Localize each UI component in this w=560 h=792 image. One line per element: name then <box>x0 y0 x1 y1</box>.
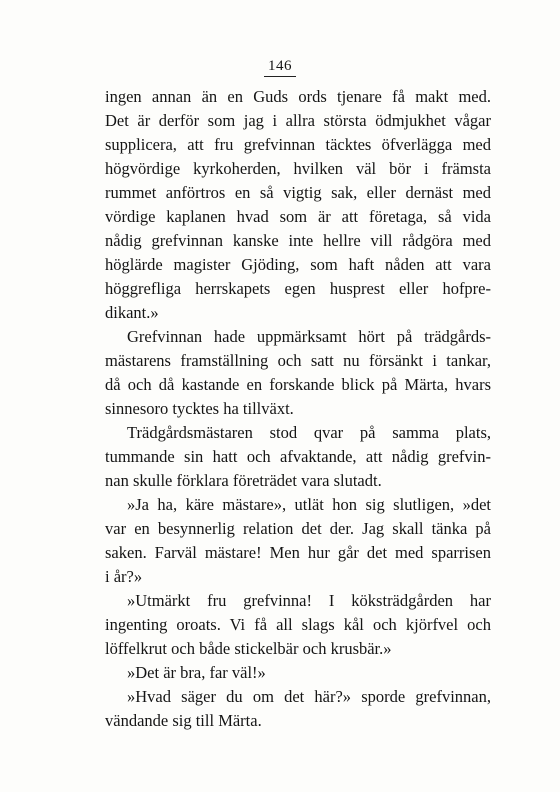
text-line: nan skulle förklara företrädet vara slutadt. <box>105 471 382 490</box>
text-line: Grefvinnan hade uppmärksamt hört på trädgårds- <box>127 327 491 346</box>
text-line: tummande sin hatt och afvaktande, att nådig grefvin- <box>105 447 491 466</box>
text-line: »Det är bra, far väl!» <box>127 663 266 682</box>
text-line: högvördige kyrkoherden, hvilken väl bör i främsta <box>105 159 491 178</box>
text-line: höglärde magister Gjöding, som haft nåden att vara <box>105 255 491 274</box>
text-line: »Utmärkt fru grefvinna! I köksträdgården har <box>127 591 491 610</box>
text-line: mästarens framställning och satt nu försänkt i tankar, <box>105 351 491 370</box>
text-line: »Ja ha, käre mästare», utlät hon sig slutligen, »det <box>127 495 491 514</box>
text-line: var en besynnerlig relation det der. Jag skall tänka på <box>105 519 491 538</box>
text-line: saken. Farväl mästare! Men hur går det med sparrisen <box>105 543 491 562</box>
text-line: Trädgårdsmästaren stod qvar på samma plats, <box>127 423 491 442</box>
text-line: löffelkrut och både stickelbär och krusbär.» <box>105 639 392 658</box>
text-line: dikant.» <box>105 303 159 322</box>
text-line: Det är derför som jag i allra största ödmjukhet vågar <box>105 111 491 130</box>
page-number <box>0 58 560 77</box>
text-line: »Hvad säger du om det här?» sporde grefvinnan, <box>127 687 491 706</box>
text-line: sinnesoro tycktes ha tillväxt. <box>105 399 294 418</box>
text-line: supplicera, att fru grefvinnan täcktes öfverlägga med <box>105 135 491 154</box>
text-line: då och då kastande en forskande blick på Märta, hvars <box>105 375 491 394</box>
text-line: höggrefliga herrskapets egen husprest eller hofpre- <box>105 279 491 298</box>
text-line: ingenting oroats. Vi få all slags kål och kjörfvel och <box>105 615 491 634</box>
text-line: rummet anförtros en så vigtig sak, eller dernäst med <box>105 183 491 202</box>
page-number-text: 146 <box>264 58 296 77</box>
body-text <box>105 85 491 733</box>
text-line: nådig grefvinnan kanske inte hellre vill rådgöra med <box>105 231 491 250</box>
text-line: i år?» <box>105 567 143 586</box>
text-line: vördige kaplanen hvad som är att företaga, så vida <box>105 207 491 226</box>
text-line: ingen annan än en Guds ords tjenare få makt med. <box>105 87 491 106</box>
text-line: vändande sig till Märta. <box>105 711 262 730</box>
